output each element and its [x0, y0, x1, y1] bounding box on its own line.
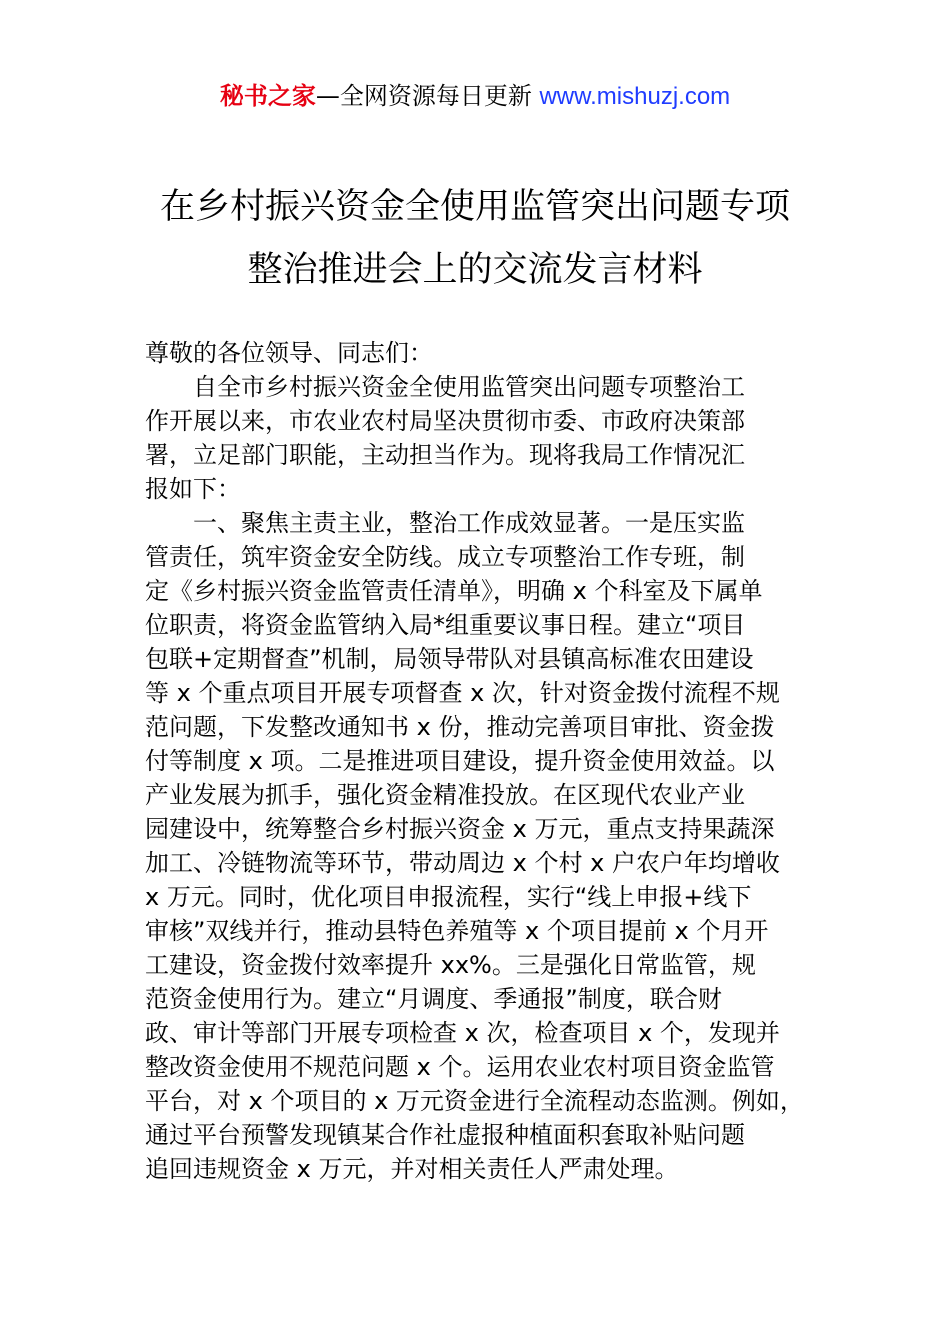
site-url-link[interactable]: www.mishuzj.com	[539, 83, 731, 110]
document-title	[60, 176, 890, 302]
body-line: x 万元。同时，优化项目申报流程，实行“线上申报+线下	[145, 883, 752, 911]
salutation: 尊敬的各位领导、同志们：	[145, 339, 433, 367]
body-line: 加工、冷链物流等环节，带动周边 x 个村 x 户农户年均增收	[145, 849, 780, 877]
body-line: 范资金使用行为。建立“月调度、季通报”制度，联合财	[145, 985, 722, 1013]
body-line: 工建设，资金拨付效率提升 xx%。三是强化日常监管，规	[145, 951, 756, 979]
header-tagline: 全网资源每日更新	[339, 82, 532, 110]
document-body	[145, 336, 835, 1186]
body-line: 自全市乡村振兴资金全使用监管突出问题专项整治工	[193, 373, 745, 401]
brand-name: 秘书之家	[219, 82, 316, 110]
body-line: 通过平台预警发现镇某合作社虚报种植面积套取补贴问题	[145, 1121, 745, 1149]
body-line: 位职责，将资金监管纳入局*组重要议事日程。建立“项目	[145, 611, 746, 639]
body-line: 政、审计等部门开展专项检查 x 次，检查项目 x 个，发现并	[145, 1019, 780, 1047]
body-line: 包联+定期督查”机制，局领导带队对县镇高标准农田建设	[145, 645, 754, 673]
body-line: 作开展以来，市农业农村局坚决贯彻市委、市政府决策部	[145, 407, 745, 435]
body-line: 产业发展为抓手，强化资金精准投放。在区现代农业产业	[145, 781, 745, 809]
body-line: 一、聚焦主责主业，整治工作成效显著。一是压实监	[193, 509, 745, 537]
body-line: 管责任，筑牢资金安全防线。成立专项整治工作专班，制	[145, 543, 745, 571]
body-line: 署，立足部门职能，主动担当作为。现将我局工作情况汇	[145, 441, 745, 469]
body-line: 追回违规资金 x 万元，并对相关责任人严肃处理。	[145, 1155, 679, 1183]
body-line: 等 x 个重点项目开展专项督查 x 次，针对资金拨付流程不规	[145, 679, 780, 707]
body-line: 审核”双线并行，推动县特色养殖等 x 个项目提前 x 个月开	[145, 917, 769, 945]
body-line: 范问题，下发整改通知书 x 份，推动完善项目审批、资金拨	[145, 713, 775, 741]
title-line-2: 整治推进会上的交流发言材料	[247, 250, 703, 290]
body-line: 付等制度 x 项。二是推进项目建设，提升资金使用效益。以	[145, 747, 775, 775]
body-line: 整改资金使用不规范问题 x 个。运用农业农村项目资金监管	[145, 1053, 775, 1081]
body-line: 平台，对 x 个项目的 x 万元资金进行全流程动态监测。例如，	[145, 1087, 804, 1115]
body-line: 报如下：	[145, 475, 241, 503]
title-line-1: 在乡村振兴资金全使用监管突出问题专项	[159, 187, 790, 227]
site-header	[0, 80, 950, 113]
header-dash: —	[315, 82, 340, 110]
body-line: 定《乡村振兴资金监管责任清单》，明确 x 个科室及下属单	[145, 577, 763, 605]
body-line: 园建设中，统筹整合乡村振兴资金 x 万元，重点支持果蔬深	[145, 815, 775, 843]
